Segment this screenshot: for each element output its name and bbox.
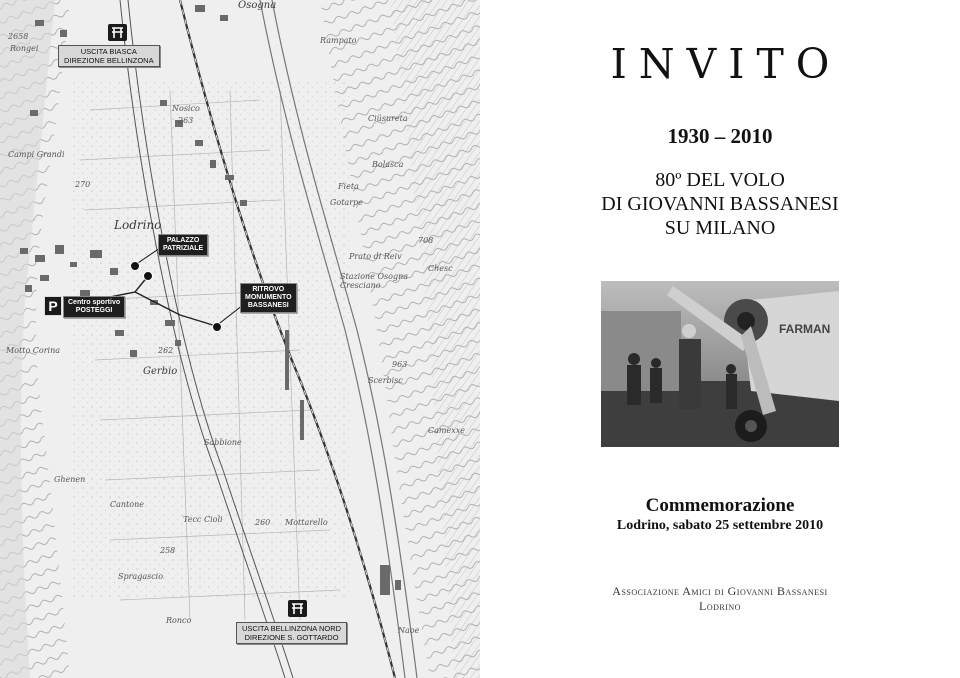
exit-south-line: DIREZIONE S. GOTTARDO — [244, 633, 339, 642]
event-name: Commemorazione — [645, 495, 795, 516]
fuselage-text: FARMAN — [779, 322, 831, 336]
place-label: Ronco — [166, 616, 192, 625]
palazzo-line: PATRIZIALE — [163, 245, 204, 252]
invitation-card — [480, 0, 960, 678]
place-label: 260 — [255, 518, 271, 527]
highway-icon — [108, 24, 127, 41]
place-label: Cantone — [110, 500, 144, 509]
palazzo-line: PALAZZO — [166, 237, 200, 244]
place-label: Gotarpe — [330, 198, 363, 207]
location-pin-icon — [143, 271, 153, 281]
place-label: Gerbio — [143, 366, 178, 377]
event-date: Lodrino, sabato 25 settembre 2010 — [616, 518, 824, 533]
place-label: Ciüsureta — [368, 114, 408, 123]
place-label: 708 — [418, 236, 434, 245]
place-label: Osogna — [238, 0, 277, 11]
invitation-title: INVITO — [610, 40, 842, 88]
association-name — [480, 584, 960, 614]
place-label: Mottarello — [285, 518, 328, 527]
place-label: Lodrino — [114, 218, 162, 232]
place-label: Sabbione — [204, 438, 242, 447]
place-label: 270 — [75, 180, 91, 189]
place-label: Motto Corina — [6, 346, 61, 355]
sport-line: Centro sportivo — [68, 299, 121, 306]
subtitle-line-1: 80º DEL VOLO — [655, 169, 785, 191]
place-label: 258 — [160, 546, 176, 555]
association-line: Associazione Amici di Giovanni Bassanesi — [612, 584, 828, 598]
subtitle-line-2: DI GIOVANNI BASSANESI — [601, 193, 839, 215]
exit-south-line: USCITA BELLINZONA NORD — [242, 624, 342, 633]
place-label: 263 — [178, 116, 194, 125]
ritrovo-monumento-label — [240, 283, 297, 313]
place-label: Spragascio — [118, 572, 164, 581]
exit-north-line: USCITA BIASCA — [80, 47, 137, 56]
exit-south-label — [236, 622, 347, 644]
sport-parking-label — [63, 296, 125, 318]
exit-north-line: DIREZIONE BELLINZONA — [64, 56, 154, 65]
sport-line: POSTEGGI — [75, 307, 113, 314]
place-label: Tecc Cioli — [183, 515, 223, 524]
place-label: Campi Grandi — [8, 150, 65, 159]
place-label: Prato di Reiv — [349, 252, 402, 261]
place-label: 262 — [158, 346, 174, 355]
association-line: Lodrino — [699, 599, 741, 613]
location-pin-icon — [212, 322, 222, 332]
place-label: Rampato — [320, 36, 357, 45]
subtitle-line-3: SU MILANO — [664, 217, 776, 239]
ritrovo-line: MONUMENTO — [245, 294, 292, 301]
place-label: Chesc — [428, 264, 453, 273]
exit-north-label — [58, 45, 160, 67]
place-label: 2658 — [8, 32, 29, 41]
place-label: Nosico — [172, 104, 200, 113]
place-label: Naoe — [398, 626, 420, 635]
historic-airplane-photo — [601, 281, 839, 447]
place-label: Bolasca — [372, 160, 404, 169]
place-label: Rongei — [10, 44, 39, 53]
location-pin-icon — [130, 261, 140, 271]
highway-icon — [288, 600, 307, 617]
parking-icon: P — [44, 296, 62, 316]
place-label: Ghenen — [54, 475, 86, 484]
place-label: 963 — [392, 360, 408, 369]
place-label: Scerbisc — [368, 376, 403, 385]
place-label: Camexxe — [428, 426, 465, 435]
place-label: Stazione Osogna Cresciano — [340, 272, 409, 290]
palazzo-patriziale-label — [158, 234, 208, 256]
ritrovo-line: RITROVO — [252, 286, 285, 293]
anniversary-years: 1930 – 2010 — [667, 124, 773, 148]
ritrovo-line: BASSANESI — [247, 302, 289, 309]
place-label: Fieta — [338, 182, 359, 191]
